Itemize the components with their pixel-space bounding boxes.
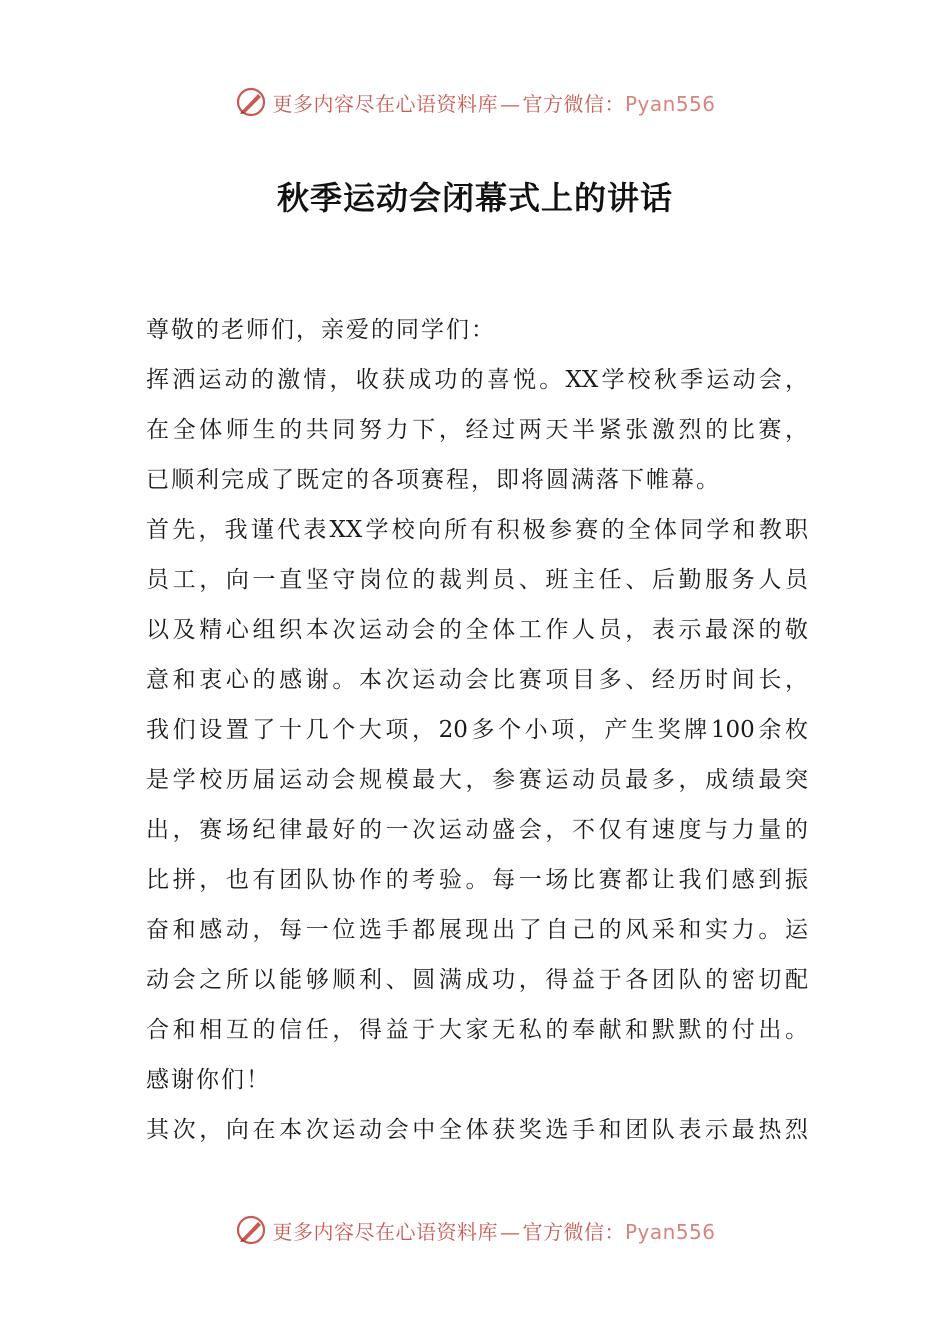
wechat-id: Pyan556 (624, 91, 716, 116)
text-line: 挥洒运动的激情，收获成功的喜悦。XX学校秋季运动会， (146, 367, 808, 393)
footer-banner-text (272, 1216, 715, 1245)
text-line: 感谢你们！ (146, 1067, 271, 1093)
text-line: 是学校历届运动会规模最大，参赛运动员最多，成绩最突 (146, 767, 808, 793)
text-line: 首先，我谨代表XX学校向所有积极参赛的全体同学和教职 (146, 517, 808, 543)
text-line: 已顺利完成了既定的各项赛程，即将圆满落下帷幕。 (146, 467, 721, 493)
text-line: 动会之所以能够顺利、圆满成功，得益于各团队的密切配 (146, 967, 808, 993)
text-line: 员工，向一直坚守岗位的裁判员、班主任、后勤服务人员 (146, 567, 808, 593)
text-line: 合和相互的信任，得益于大家无私的奉献和默默的付出。 (146, 1017, 808, 1043)
footer-banner (0, 1210, 950, 1250)
text-line: 比拼，也有团队协作的考验。每一场比赛都让我们感到振 (146, 867, 808, 893)
text-line: 尊敬的老师们，亲爱的同学们： (146, 317, 496, 343)
text-line: 其次，向在本次运动会中全体获奖选手和团队表示最热烈 (146, 1117, 808, 1143)
document-body (146, 305, 808, 1155)
text-line: 意和衷心的感谢。本次运动会比赛项目多、经历时间长， (146, 667, 808, 693)
brand-text: 更多内容尽在心语资料库 (272, 1219, 498, 1244)
header-banner (0, 82, 950, 122)
document-title: 秋季运动会闭幕式上的讲话 (276, 179, 673, 217)
wechat-label: 官方微信： (522, 91, 625, 116)
text-line: 在全体师生的共同努力下，经过两天半紧张激烈的比赛， (146, 417, 808, 443)
header-banner-text (272, 88, 715, 117)
wechat-id: Pyan556 (624, 1219, 716, 1244)
banner-separator: — (499, 91, 521, 116)
banner-separator: — (499, 1219, 521, 1244)
pen-circle-logo-icon (234, 1213, 268, 1247)
wechat-label: 官方微信： (522, 1219, 625, 1244)
brand-text: 更多内容尽在心语资料库 (272, 91, 498, 116)
text-line: 奋和感动，每一位选手都展现出了自己的风采和实力。运 (146, 917, 808, 943)
text-line: 我们设置了十几个大项，20多个小项，产生奖牌100余枚 (146, 717, 808, 743)
pen-circle-logo-icon (234, 85, 268, 119)
text-line: 以及精心组织本次运动会的全体工作人员，表示最深的敬 (146, 617, 808, 643)
text-line: 出，赛场纪律最好的一次运动盛会，不仅有速度与力量的 (146, 817, 808, 843)
